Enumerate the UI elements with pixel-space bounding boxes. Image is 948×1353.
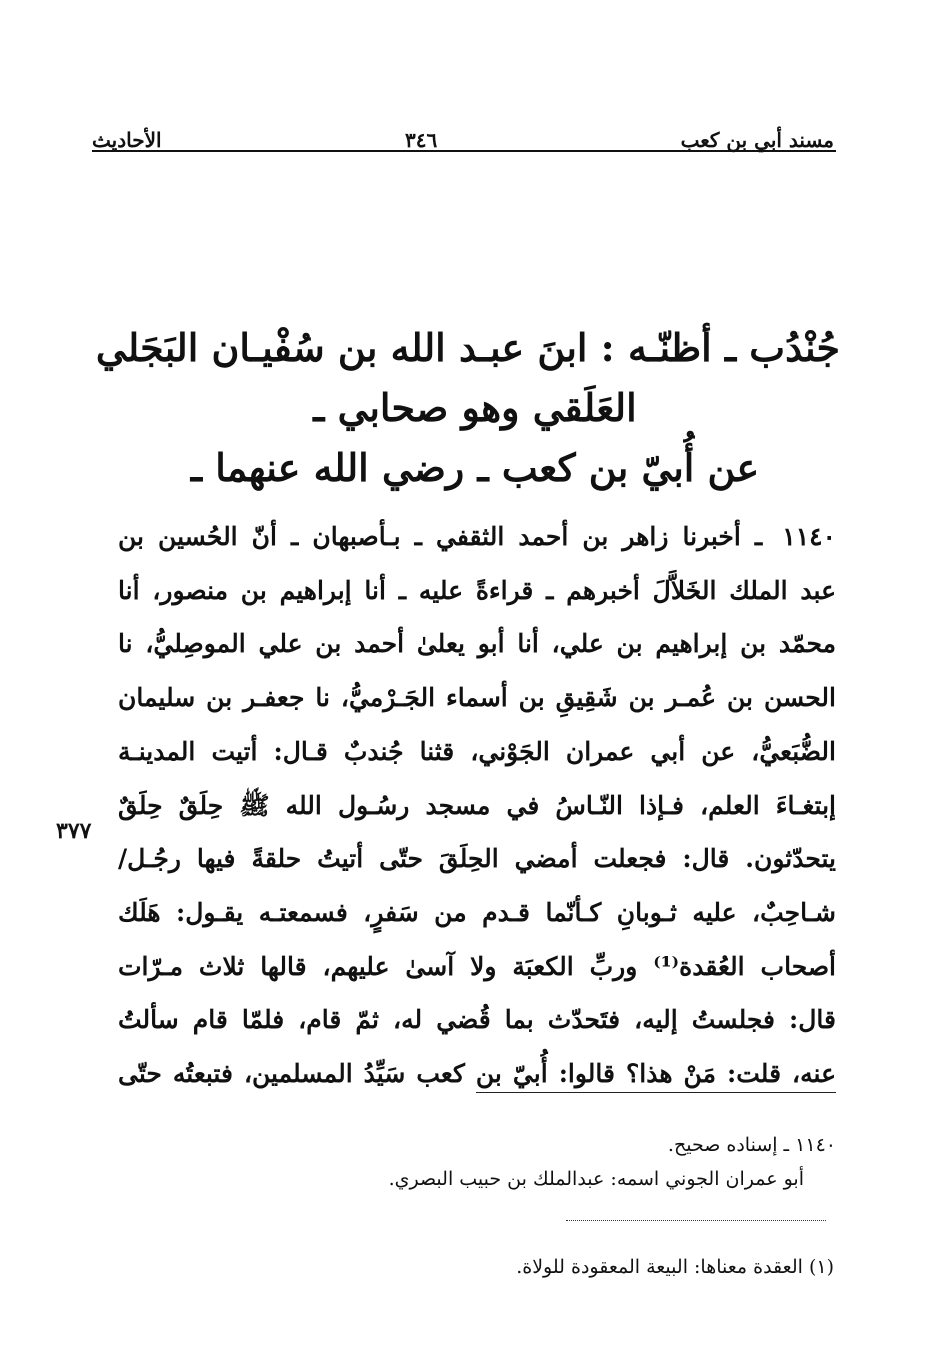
body-line: الضُّبَعيُّ، عن أبي عمران الجَوْني، قثنا جُندبٌ قـال: أتيت المدينـة bbox=[118, 736, 836, 766]
body-line: شـاحِبٌ، عليه ثـوبانِ كـأنّما قـدم من سَفرٍ، فسمعتـه يقـول: هَلَك bbox=[118, 897, 836, 927]
heading-line: جُنْدُب ـ أظنّـه : ابنَ عبـد الله بن سُفْيـان البَجَلي bbox=[95, 325, 840, 370]
body-line: أصحاب العُقدة⁽¹⁾ وربِّ الكعبَة ولا آسىٰ عليهم، قالها ثلاث مـرّات bbox=[118, 951, 836, 981]
body-line: يتحدّثون. قال: فجعلت أمضي الحِلَقَ حتّى أتيتُ حلقةً فيها رجُـل/ bbox=[118, 844, 836, 874]
page-number: ٣٤٦ bbox=[404, 128, 438, 152]
notes-divider bbox=[476, 1092, 836, 1093]
note-line: أبو عمران الجوني اسمه: عبدالملك بن حبيب البصري. bbox=[388, 1168, 804, 1190]
running-header bbox=[92, 112, 834, 152]
book-title: مسند أبي بن كعب bbox=[680, 128, 834, 152]
section-title: الأحاديث bbox=[92, 128, 162, 152]
footnote: (١) العقدة معناها: البيعة المعقودة للولاة. bbox=[516, 1256, 834, 1278]
heading-line: عن أُبيّ بن كعب ـ رضي الله عنهما ـ bbox=[190, 445, 760, 490]
header-rule bbox=[92, 150, 836, 152]
hadith-number: ١١٤٠ bbox=[782, 522, 836, 551]
body-line: محمّد بن إبراهيم بن علي، أنا أبو يعلىٰ أحمد بن علي الموصِليُّ، نا bbox=[118, 629, 836, 659]
body-line bbox=[118, 510, 836, 564]
editor-notes bbox=[200, 1128, 836, 1196]
margin-reference: ٣٧٧ bbox=[56, 818, 92, 844]
body-line: عبد الملك الخَلاَّلَ أخبرهم ـ قراءةً عليه ـ أنا إبراهيم بن منصور، أنا bbox=[118, 575, 836, 605]
body-line: عنه، قلت: مَنْ هذا؟ قالوا: أُبيّ بن كعب سَيِّدُ المسلمين، فتبعتُه حتّى bbox=[118, 1059, 836, 1089]
chapter-heading bbox=[95, 318, 840, 498]
note-line: ١١٤٠ ـ إسناده صحيح. bbox=[667, 1134, 836, 1156]
footnote-divider bbox=[566, 1220, 826, 1221]
body-line: إبتغـاءَ العلم، فـإذا النّـاسُ في مسجد رسُـول الله ﷺ حِلَقٌ حِلَقٌ bbox=[118, 790, 836, 820]
body-line: الحسن بن عُمـر بن شَقِيقِ بن أسماء الجَـرْميُّ، نا جعفـر بن سليمان bbox=[118, 683, 836, 713]
heading-line: العَلَقي وهو صحابي ـ bbox=[313, 385, 637, 430]
hadith-text bbox=[118, 510, 836, 1101]
body-line-text: ـ أخبرنا زاهر بن أحمد الثقفي ـ بـأصبهان ـ أنّ الحُسين بن bbox=[118, 522, 763, 551]
body-line: قال: فجلستُ إليه، فتَحدّث بما قُضي له، ثمّ قام، فلمّا قام سألتُ bbox=[118, 1005, 836, 1035]
